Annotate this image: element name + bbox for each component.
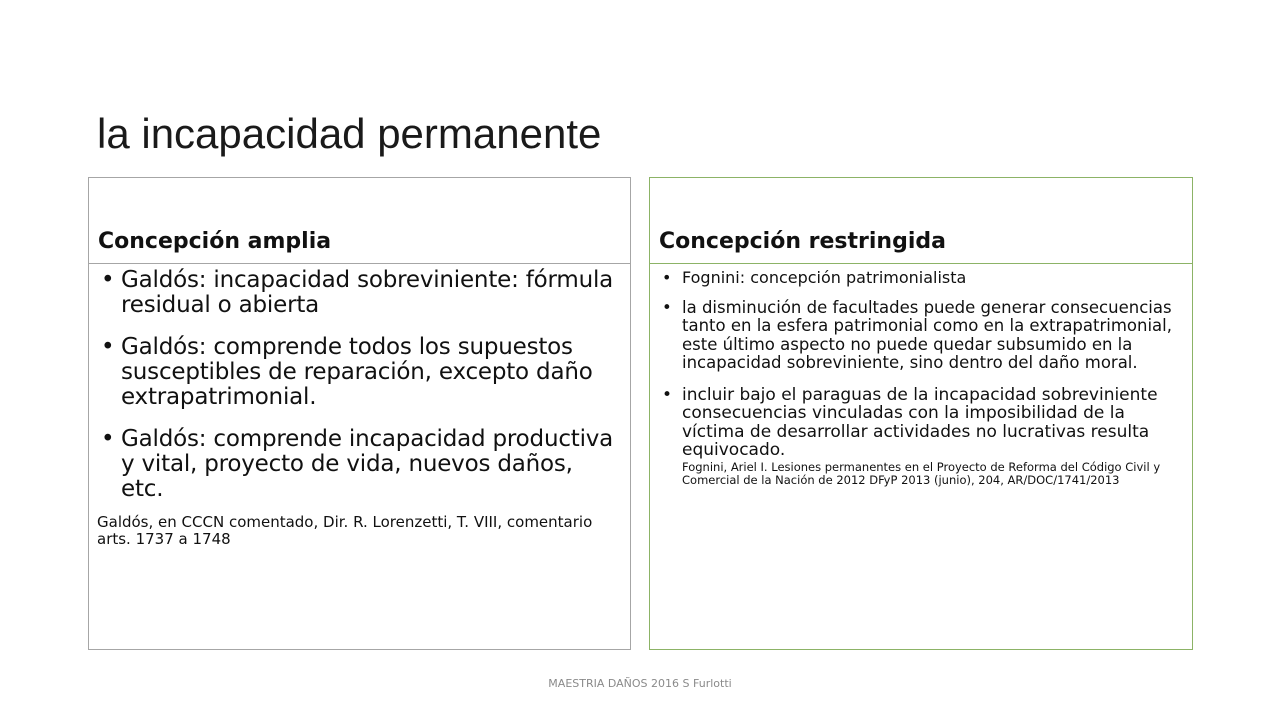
list-item [658,386,1182,487]
list-item [97,427,620,502]
panel-body-left [89,264,630,548]
panel-heading-right: Concepción restringida [659,229,946,254]
slide-title: la incapacidad permanente [97,110,602,157]
bullet-text: Fognini: concepción patrimonialista [682,268,967,287]
slide-footer: MAESTRIA DAÑOS 2016 S Furlotti [548,677,732,690]
bullet-text: incluir bajo el paraguas de la incapacidad sobreviniente consecuencias vinculadas con la imposibilidad de la víctima de desarrollar actividades no lucrativas resulta equivocado. [682,384,1158,461]
panel-header-left [89,178,630,264]
panel-concepcion-restringida [649,177,1193,650]
panel-header-right [650,178,1192,264]
bullet-text: Galdós: incapacidad sobreviniente: fórmula residual o abierta [121,267,614,318]
bullet-list-left [97,264,620,502]
bullet-text: la disminución de facultades puede generar consecuencias tanto en la esfera patrimonial como en la extrapatrimonial, este último aspecto no puede quedar subsumido en la incapacidad sobreviniente, sino dentro del daño moral. [682,298,1172,373]
bullet-icon: • [662,298,672,317]
bullet-icon: • [101,426,115,452]
panel-body-right [650,264,1192,487]
source-note: Galdós, en CCCN comentado, Dir. R. Lorenzetti, T. VIII, comentario arts. 1737 a 1748 [97,513,593,548]
bullet-text: Galdós: comprende todos los supuestos susceptibles de reparación, excepto daño extrapatrimonial. [121,334,593,410]
list-item [97,268,620,318]
citation-note: Fognini, Ariel I. Lesiones permanentes en el Proyecto de Reforma del Código Civil y Comercial de la Nación de 2012 DFyP 2013 (junio), 204, AR/DOC/1741/2013 [682,460,1161,487]
list-item [658,299,1182,373]
bullet-icon: • [101,267,115,293]
bullet-icon: • [101,334,115,360]
list-item [658,268,1182,287]
bullet-text: Galdós: comprende incapacidad productiva y vital, proyecto de vida, nuevos daños, etc. [121,426,614,502]
list-item [97,335,620,410]
bullet-icon: • [662,384,673,405]
panel-concepcion-amplia [88,177,631,650]
bullet-list-right [658,264,1182,487]
bullet-icon: • [662,268,672,287]
panel-heading-left: Concepción amplia [98,229,332,254]
